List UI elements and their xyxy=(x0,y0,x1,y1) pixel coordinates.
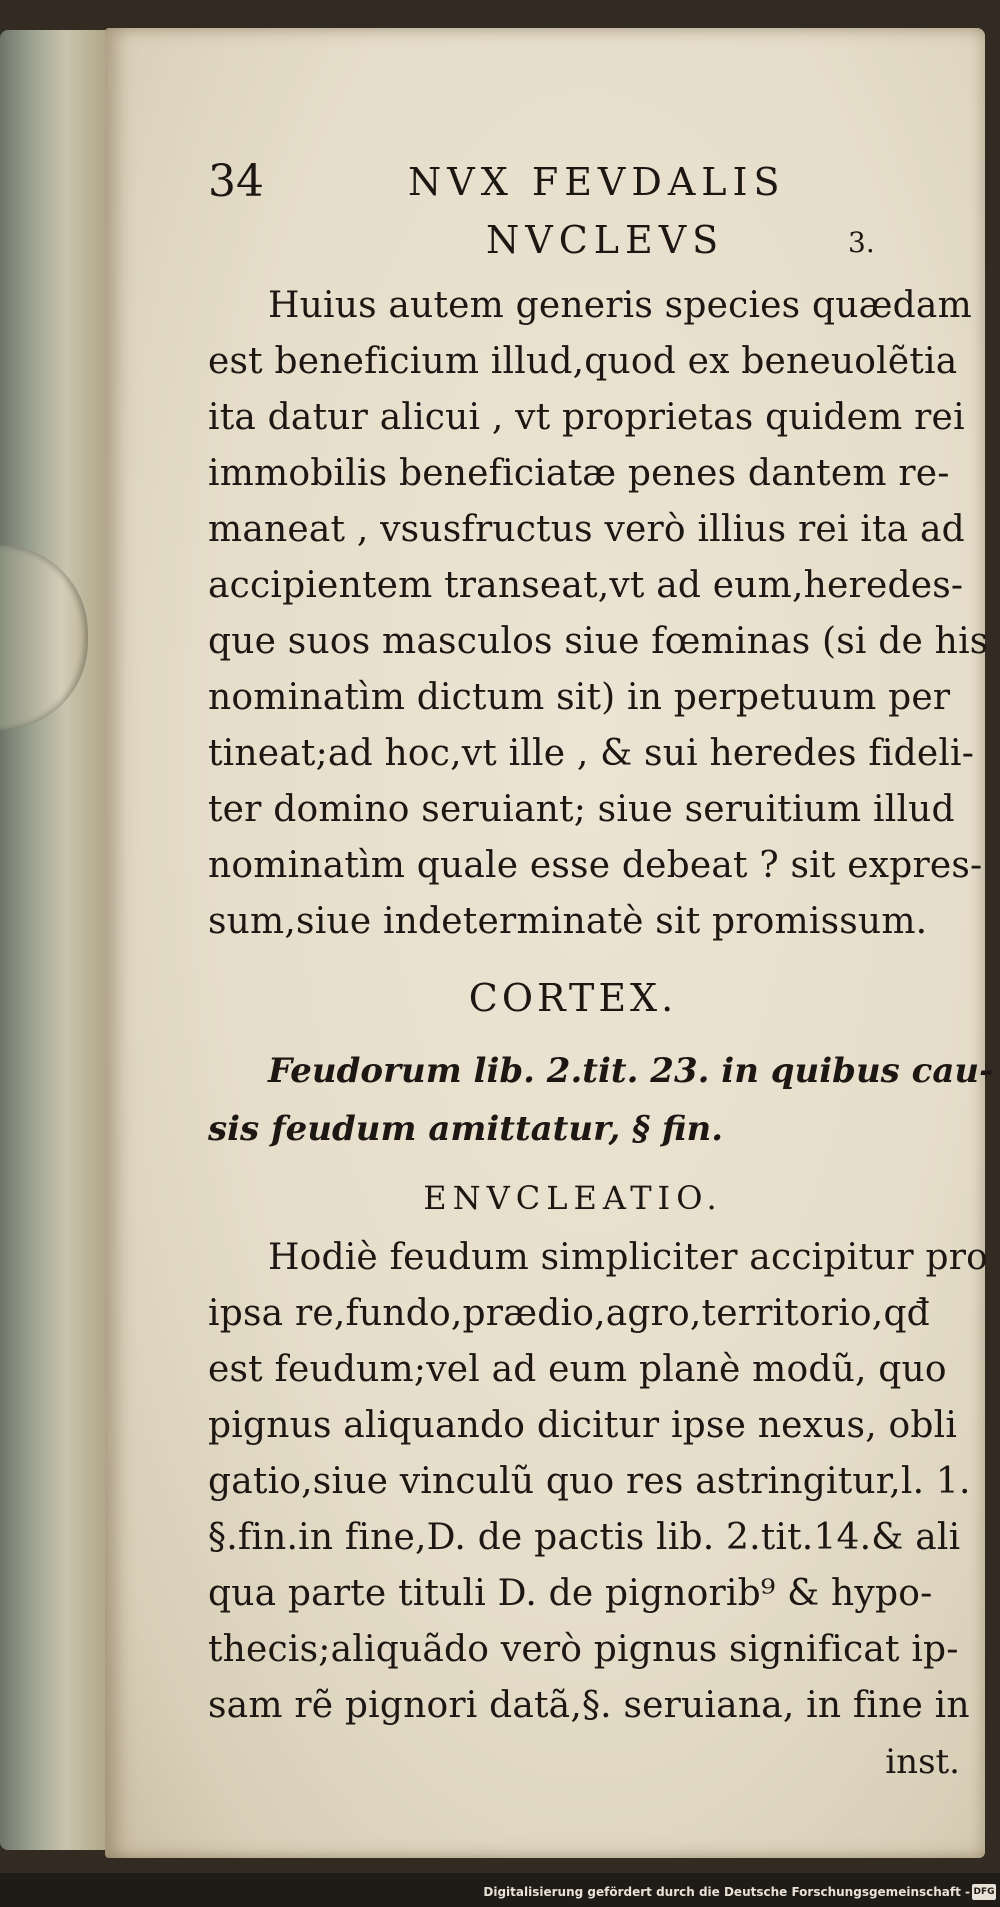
page-text xyxy=(208,150,994,1790)
text-line: est beneficium illud,quod ex beneuolẽtia xyxy=(208,341,958,382)
text-line: nominatìm dictum sit) in perpetuum per xyxy=(208,677,951,718)
enucleatio-paragraph xyxy=(208,1230,988,1734)
running-title: NVX FEVDALIS xyxy=(408,160,786,204)
text-line: Hodiè feudum simpliciter accipitur pro xyxy=(268,1237,988,1278)
text-line: ter domino seruiant; siue seruitium illud xyxy=(208,789,955,830)
citation-line: sis feudum amittatur, § fin. xyxy=(208,1109,724,1149)
text-line: Huius autem generis species quædam xyxy=(268,285,972,326)
text-line: ipsa re,fundo,prædio,agro,territorio,qđ xyxy=(208,1293,930,1334)
signature-mark: 3. xyxy=(848,226,875,259)
catchword: inst. xyxy=(885,1742,960,1782)
text-line: que suos masculos siue fœminas (si de his xyxy=(208,621,989,662)
text-line: accipientem transeat,vt ad eum,heredes- xyxy=(208,565,964,606)
text-line: immobilis beneficiatæ penes dantem re- xyxy=(208,453,950,494)
text-line: pignus aliquando dicitur ipse nexus, obli xyxy=(208,1405,958,1446)
digitization-credit: Digitalisierung gefördert durch die Deutsche Forschungsgemeinschaft - xyxy=(483,1885,970,1899)
footer-band xyxy=(0,1873,1000,1907)
text-line: nominatìm quale esse debeat ? sit expres- xyxy=(208,845,983,886)
main-paragraph xyxy=(208,278,989,950)
section-heading-cortex: CORTEX. xyxy=(468,976,678,1020)
text-line: thecis;aliquãdo verò pignus significat ip- xyxy=(208,1629,959,1670)
text-line: §.fin.in fine,D. de pactis lib. 2.tit.14.& ali xyxy=(208,1517,961,1558)
running-header-line-2 xyxy=(208,218,978,278)
citation-line: Feudorum lib. 2.tit. 23. in quibus cau- xyxy=(268,1051,994,1091)
dfg-logo: DFG xyxy=(972,1884,996,1900)
text-line: qua parte tituli D. de pignorib⁹ & hypo- xyxy=(208,1573,933,1614)
text-line: sam rẽ pignori datã,§. seruiana, in fine in xyxy=(208,1685,970,1726)
cortex-citation xyxy=(208,1042,994,1158)
text-line: ita datur alicui , vt proprietas quidem rei xyxy=(208,397,965,438)
text-line: tineat;ad hoc,vt ille , & sui heredes fideli- xyxy=(208,733,975,774)
page-stack-edge xyxy=(0,30,120,1850)
text-line: est feudum;vel ad eum planè modũ, quo xyxy=(208,1349,947,1390)
running-header xyxy=(208,150,978,218)
running-subtitle: NVCLEVS xyxy=(486,218,725,262)
page-number: 34 xyxy=(208,156,264,207)
text-line: maneat , vsusfructus verò illius rei ita ad xyxy=(208,509,965,550)
text-line: sum,siue indeterminatè sit promissum. xyxy=(208,901,928,942)
section-heading-enucleatio: ENVCLEATIO. xyxy=(423,1179,723,1217)
text-line: gatio,siue vinculũ quo res astringitur,l. 1. xyxy=(208,1461,971,1502)
